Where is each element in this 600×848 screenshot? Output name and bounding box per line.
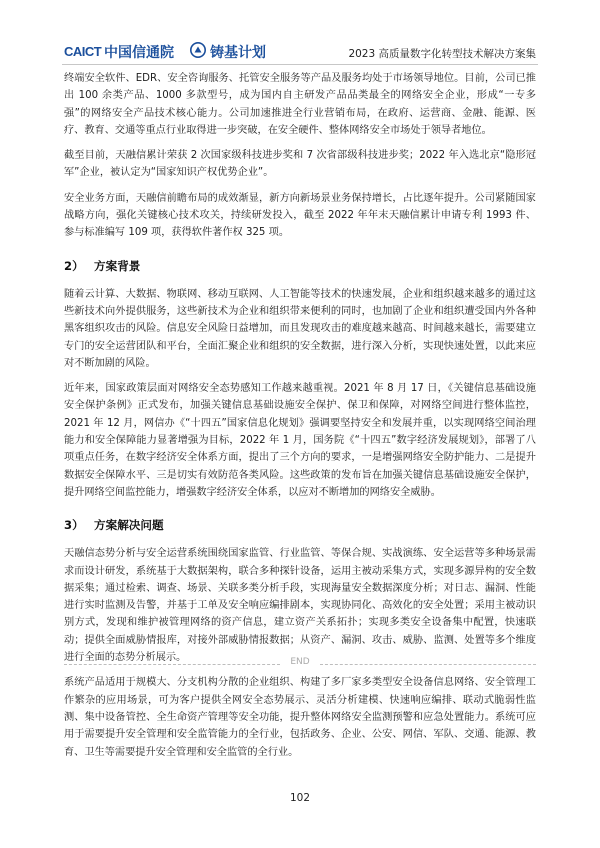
section-number: 2） xyxy=(64,258,84,273)
paragraph-company-products: 终端安全软件、EDR、安全咨询服务、托管安全服务等产品及服务均处于市场领导地位。目前，公司已推出 100 余类产品、1000 多款型号，成为国内自主研发产品品类最全的网络安全企业，形成“一专多强”的网络安全产品技术核心能力。公司加速推进全行业营销布局，在政府、运营商、金融、能源、医疗、教育、交通等重点行业取得进一步突破，在安全硬件、整体网络安全市场处于领导者地位。 xyxy=(64,73,536,136)
section-title: 方案解决问题 xyxy=(94,518,164,533)
zhuji-brand-name: 铸基计划 xyxy=(210,45,266,61)
section-heading-problems xyxy=(64,517,536,533)
end-marker: END xyxy=(290,657,310,667)
header-divider xyxy=(62,64,538,65)
section-title: 方案背景 xyxy=(94,258,141,273)
caict-logo-cn: 中国信通院 xyxy=(104,45,174,61)
paragraph-background-1: 随着云计算、大数据、物联网、移动互联网、人工智能等技术的快速发展，企业和组织越来越多的通过这些新技术向外提供服务，这些新技术为企业和组织带来便利的同时，也加剧了企业和组织遭受国内外各种黑客组织攻击的风险。信息安全风险日益增加，而且发现攻击的难度越来越高、时间越来越长，需要建立专门的安全运营团队和平台，全面汇聚企业和组织的安全数据，进行深入分析，实现快速处置，以此来应对不断加剧的风险。 xyxy=(64,288,536,369)
section-heading-background xyxy=(64,258,536,274)
zhuji-logo-icon xyxy=(190,42,206,58)
paragraph-awards: 截至目前，天融信累计荣获 2 次国家级科技进步奖和 7 次省部级科技进步奖；2022 年入选北京“隐形冠军”企业，被认定为“国家知识产权优势企业”。 xyxy=(64,150,536,179)
paragraph-solution-2: 系统产品适用于规模大、分支机构分散的企业组织、构建了多厂家多类型安全设备信息网络、安全管理工作繁杂的应用场景，可为客户提供全网安全态势展示、灵活分析建模、快速响应编排、联动式脆弱性监测、集中设备管控、全生命资产管理等安全功能，提升整体网络安全监测预警和应急处置能力。系统可应用于需要提升安全管理和安全监管能力的全行业，包括政务、企业、公安、网信、军队、交通、能源、教育、卫生等需要提升安全管理和安全监管的全行业。 xyxy=(64,677,536,758)
page-number: 102 xyxy=(289,792,311,804)
page-header xyxy=(0,0,600,62)
end-divider xyxy=(64,657,536,671)
paragraph-solution-1: 天融信态势分析与安全运营系统围绕国家监管、行业监管、等保合规、实战演练、安全运营等多种场景需求而设计研发，系统基于大数据架构，联合多种探针设备，运用主被动采集方式，实现多源异构的安全数据采集；通过检索、调查、场景、关联多类分析手段，实现海量安全数据深度分析；对日志、漏洞、性能进行实时监测及告警，并基于工单及安全响应编排剧本，实现协同化、高效化的安全处置；采用主被动识别方式，发现和维护被管理网络的资产信息，建立资产关系拓扑；实现多类安全设备集中配置，快速联动；提供全面威胁情报库，对接外部威胁情报数据；从资产、漏洞、攻击、威胁、监测、处置等多个维度进行全面的态势分析展示。 xyxy=(64,548,536,664)
section-number: 3） xyxy=(64,518,84,533)
end-dash-right xyxy=(320,664,536,665)
caict-logo-text: CAICT xyxy=(64,44,102,59)
document-title: 2023 高质量数字化转型技术解决方案集 xyxy=(348,48,536,60)
paragraph-background-2: 近年来，国家政策层面对网络安全态势感知工作越来越重视。2021 年 8 月 17 日，《关键信息基础设施安全保护条例》正式发布，加强关键信息基础设施安全保护、保卫和保障，对网络空间进行整体监控，2021 年 12 月，网信办《“十四五”国家信息化规划》强调要坚持安全和发展并重，以实现网络空间治理能力和安全保障能力显著增强为目标，2022 年 1 月，国务院《“十四五”数字经济发展规划》，部署了八项重点任务，在数字经济安全体系方面，提出了三个方向的要求，一是增强网络安全防护能力、二是提升数据安全保障水平、三是切实有效防范各类风险。这些政策的发布旨在加强关键信息基础设施安全保护，提升网络空间监控能力，增强数字经济安全体系，以应对不断增加的网络安全威胁。 xyxy=(64,383,536,498)
paragraph-business: 安全业务方面，天融信前瞻布局的成效渐显，新方向新场景业务保持增长，占比逐年提升。公司紧随国家战略方向，强化关键核心技术攻关，持续研发投入，截至 2022 年年末天融信累计申请专利 1993 件、参与标准编写 109 项，获得软件著作权 325 项。 xyxy=(64,192,536,239)
